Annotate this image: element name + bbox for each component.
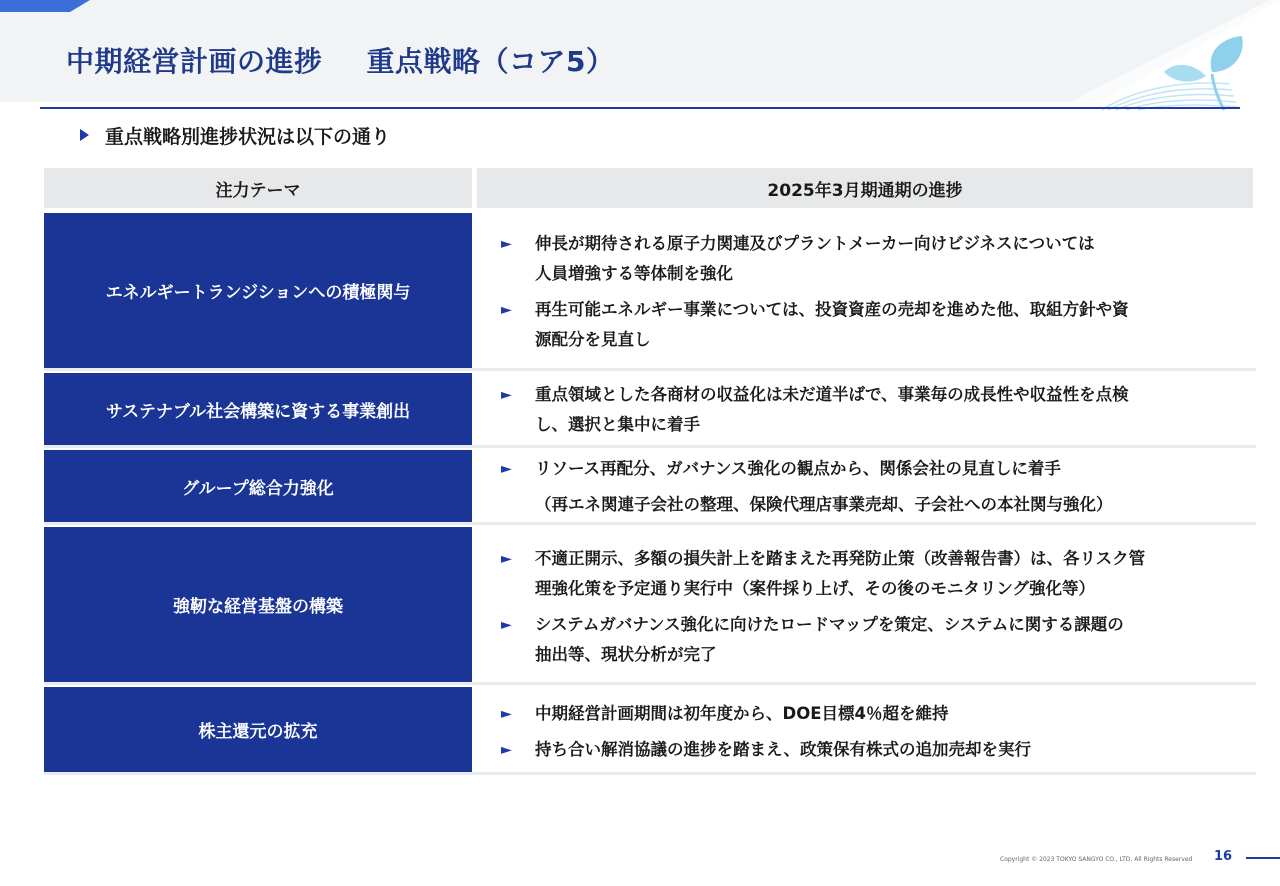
progress-text: 伸長が期待される原子力関連及びプラントメーカー向けビジネスについては 人員増強する等体制を強化	[535, 234, 1095, 283]
leaf-logo-icon	[1096, 32, 1246, 112]
table-row	[44, 527, 1256, 682]
row-divider	[44, 368, 1256, 371]
page-title-main: 中期経営計画の進捗	[66, 45, 323, 78]
progress-item	[501, 295, 1129, 355]
page-number: 16	[1214, 849, 1233, 864]
progress-text: 重点領域とした各商材の収益化は未だ道半ばで、事業毎の成長性や収益性を点検 し、選択と集中に着手	[535, 385, 1129, 434]
theme-cell: 強靭な経営基盤の構築	[44, 527, 472, 682]
progress-cell	[477, 373, 1256, 445]
corner-accent	[0, 0, 90, 12]
row-divider	[44, 682, 1256, 685]
row-divider	[44, 772, 1256, 775]
table-header	[44, 168, 1256, 208]
progress-item	[501, 544, 1145, 604]
theme-cell: グループ総合力強化	[44, 450, 472, 522]
progress-text: システムガバナンス強化に向けたロードマップを策定、システムに関する課題の 抽出等、現状分析が完了	[535, 615, 1124, 664]
bullet-arrow-icon: ►	[501, 387, 512, 403]
progress-item	[501, 699, 948, 729]
progress-text: 再生可能エネルギー事業については、投資資産の売却を進めた他、取組方針や資 源配分を見直し	[535, 300, 1129, 349]
theme-cell: サステナブル社会構築に資する事業創出	[44, 373, 472, 445]
theme-cell: 株主還元の拡充	[44, 687, 472, 772]
subtitle-text: 重点戦略別進捗状況は以下の通り	[105, 125, 391, 148]
footer-copyright: Copyright © 2023 TOKYO SANGYO CO., LTD. All Rights Reserved	[1000, 856, 1193, 863]
progress-text: リソース再配分、ガバナンス強化の観点から、関係会社の見直しに着手	[535, 459, 1061, 478]
progress-text: 不適正開示、多額の損失計上を踏まえた再発防止策（改善報告書）は、各リスク管 理強化策を予定通り実行中（案件採り上げ、その後のモニタリング強化等）	[535, 549, 1146, 598]
table-row	[44, 450, 1256, 522]
progress-cell	[477, 213, 1256, 368]
progress-item	[501, 610, 1124, 670]
bullet-arrow-icon: ►	[501, 302, 512, 318]
row-divider	[44, 445, 1256, 448]
progress-cell	[477, 450, 1256, 522]
bullet-arrow-icon: ►	[501, 706, 512, 722]
section-subtitle	[80, 120, 390, 150]
bullet-arrow-icon: ►	[501, 461, 512, 477]
triangle-bullet-icon	[80, 129, 89, 141]
progress-item	[501, 454, 1061, 484]
bullet-arrow-icon: ►	[501, 236, 512, 252]
bullet-arrow-icon: ►	[501, 551, 512, 567]
strategy-progress-table	[44, 168, 1256, 759]
progress-item	[501, 229, 1095, 289]
progress-text: 中期経営計画期間は初年度から、DOE目標4％超を維持	[535, 704, 949, 723]
table-row	[44, 213, 1256, 368]
title-divider	[40, 107, 1240, 109]
progress-cell	[477, 687, 1256, 772]
table-row	[44, 687, 1256, 772]
table-row	[44, 373, 1256, 445]
progress-text: 持ち合い解消協議の進捗を踏まえ、政策保有株式の追加売却を実行	[535, 740, 1031, 759]
column-header-progress: 2025年3月期通期の進捗	[477, 168, 1253, 208]
bullet-arrow-icon: ►	[501, 617, 512, 633]
theme-cell: エネルギートランジションへの積極関与	[44, 213, 472, 368]
page-title-sub: 重点戦略（コア5）	[366, 45, 615, 78]
progress-item	[501, 380, 1129, 440]
progress-text-continued: （再エネ関連子会社の整理、保険代理店事業売却、子会社への本社関与強化）	[535, 495, 1113, 514]
row-divider	[44, 522, 1256, 525]
progress-cell	[477, 527, 1256, 682]
footer-accent-line	[1246, 857, 1280, 859]
bullet-arrow-icon: ►	[501, 742, 512, 758]
page-title	[66, 40, 615, 80]
progress-item	[501, 735, 1031, 765]
column-header-theme: 注力テーマ	[44, 168, 472, 208]
